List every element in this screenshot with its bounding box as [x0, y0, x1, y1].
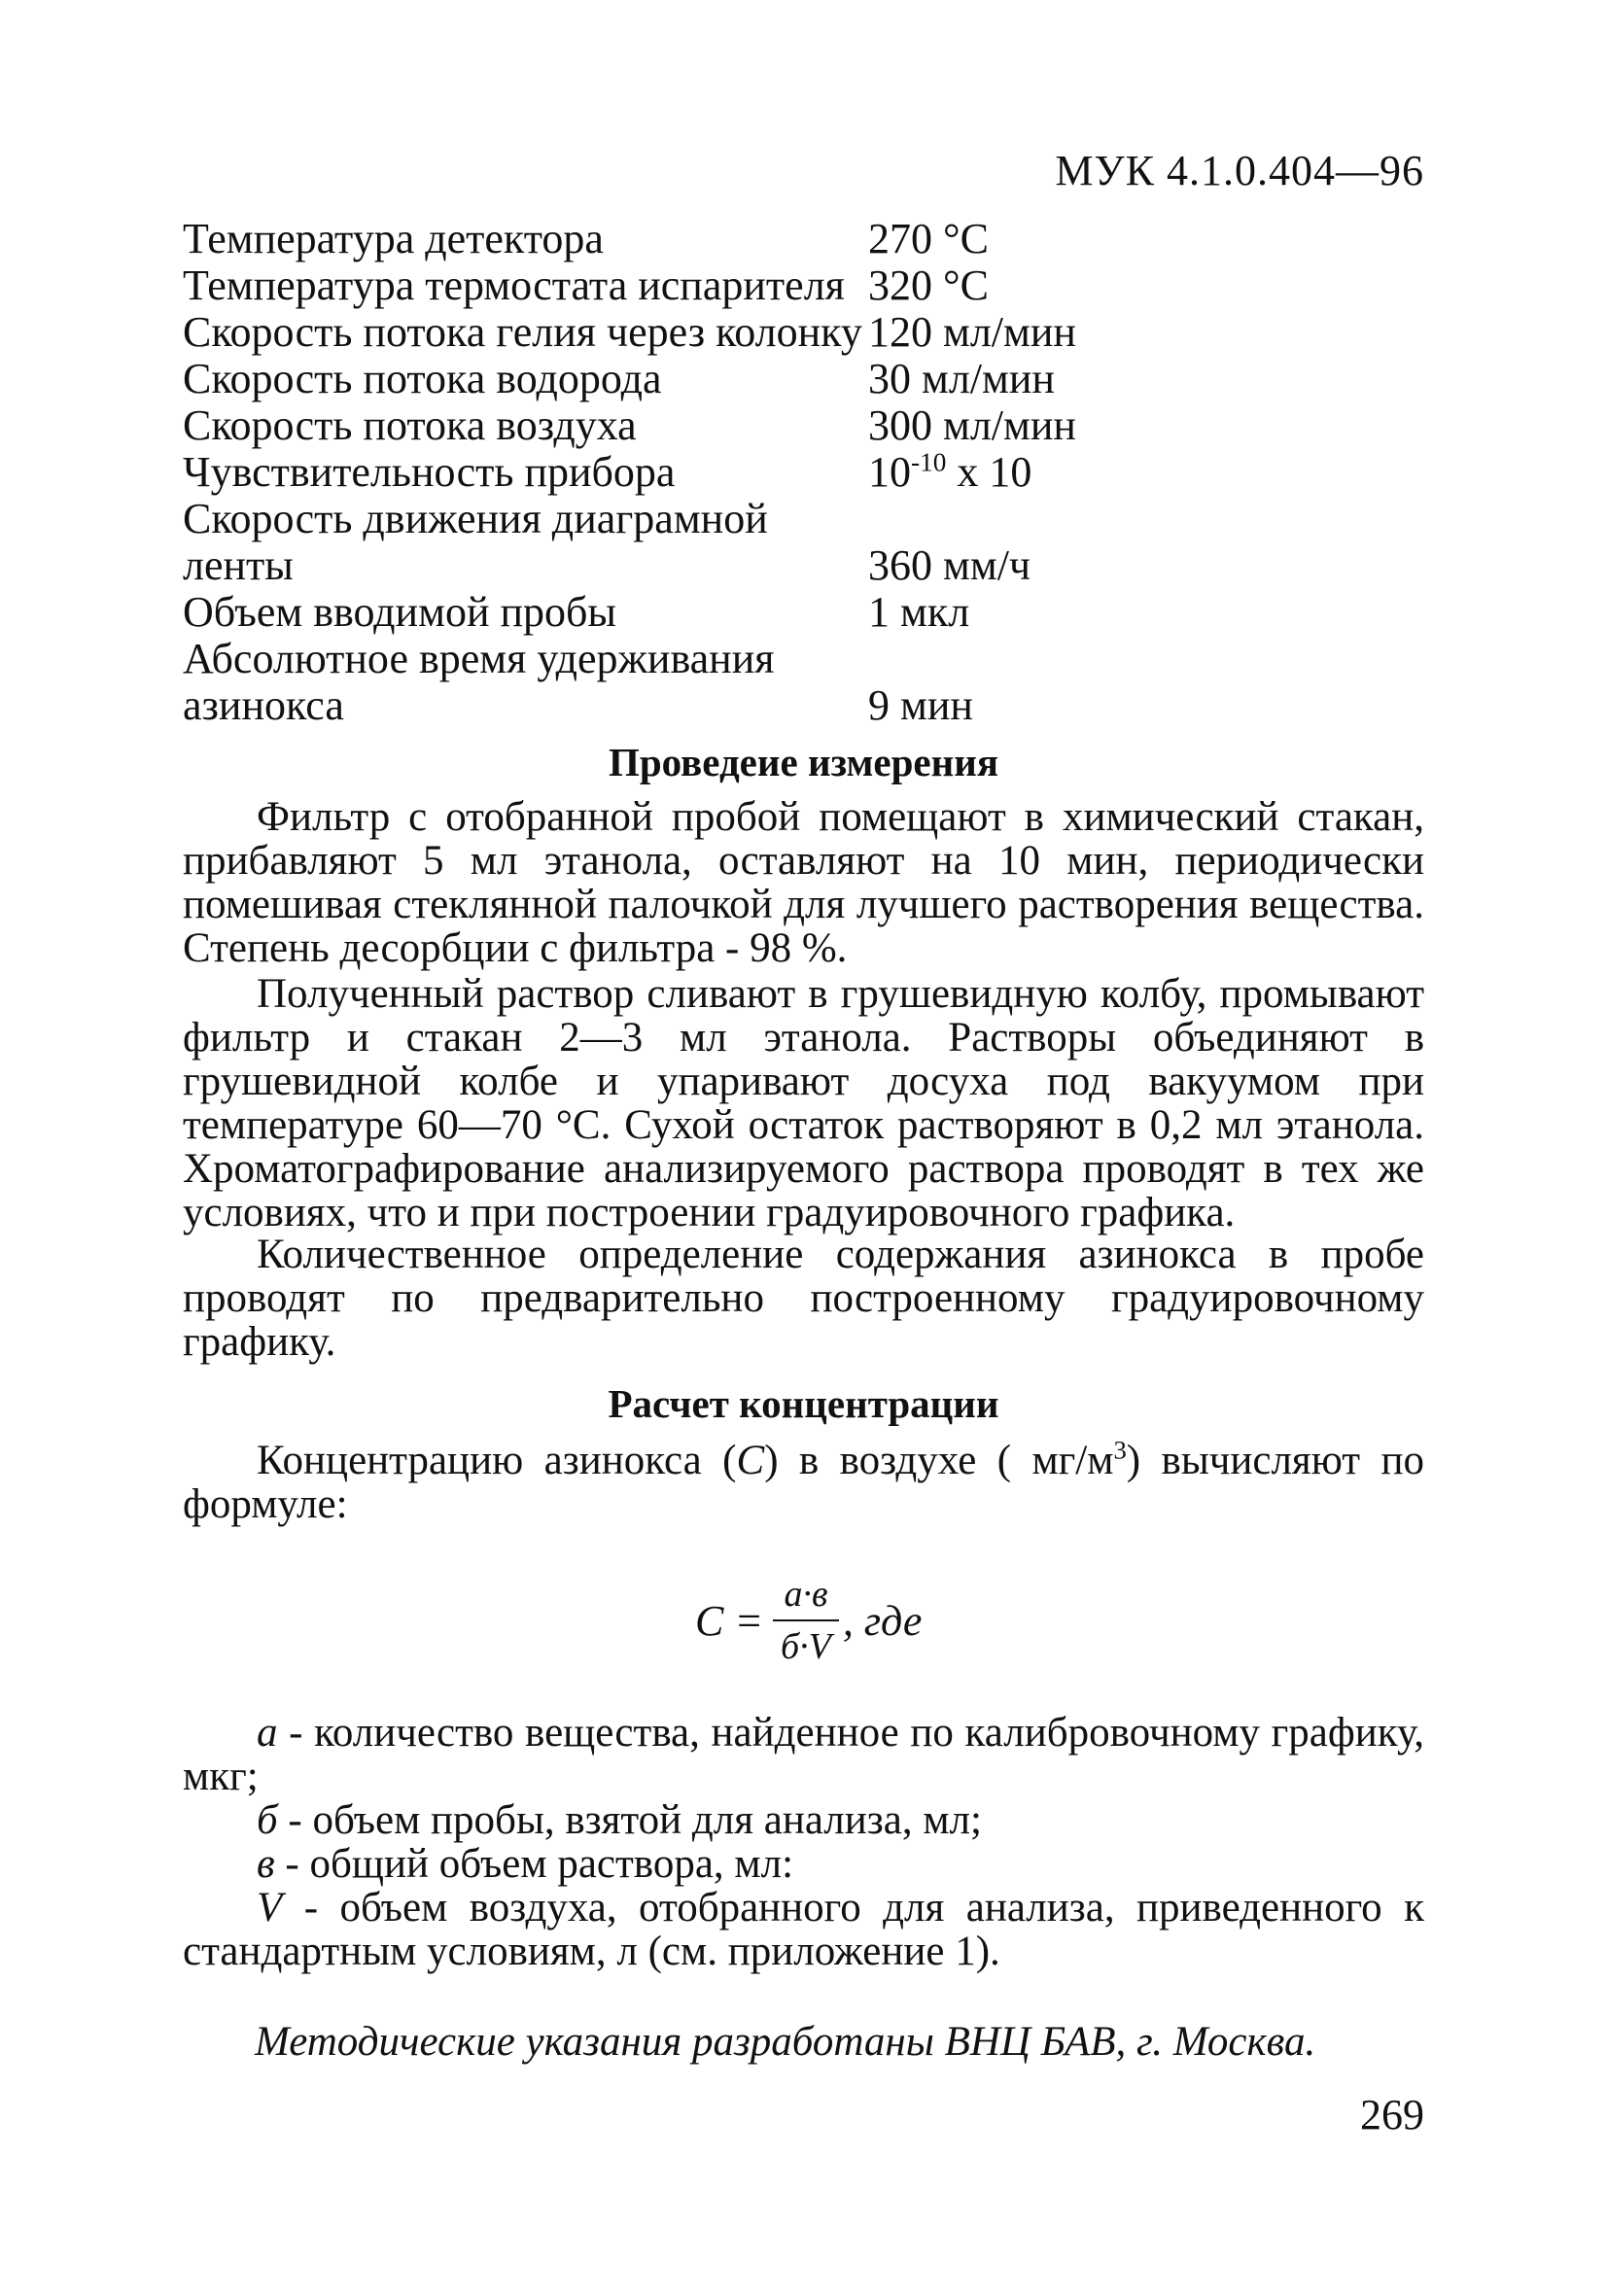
definition-text: - общий объем раствора, мл: [274, 1841, 794, 1887]
formula-intro [183, 1435, 1424, 1527]
intro-text: ) в воздухе ( мг/м [764, 1438, 1114, 1483]
formula-denominator: б·V [773, 1619, 839, 1668]
param-row [183, 262, 1155, 309]
param-value: 270 °С [868, 215, 989, 262]
param-value: 120 мл/мин [868, 308, 1076, 356]
param-label [183, 496, 868, 589]
param-row [183, 402, 1155, 449]
param-value: 360 мм/ч [868, 541, 1031, 589]
formula-suffix: , где [842, 1596, 923, 1645]
unit-exponent: 3 [1113, 1435, 1127, 1465]
param-value: 300 мл/мин [868, 401, 1076, 449]
parameter-table [183, 216, 1155, 729]
section-heading-measurement: Проведеие измерения [608, 740, 999, 784]
param-label-line: Скорость движения диаграмной [183, 495, 768, 542]
formula-fraction [773, 1573, 839, 1668]
paragraph: Полученный раствор сливают в грушевидную колбу, промывают фильтр и стакан 2—3 мл этанола. Растворы объединяют в грушевидной колбе и упаривают досуха под вакуумом при температуре 60—70 °С. Сухой остаток растворяют в 0,2 мл этанола. Хроматографирование анализируемого раствора проводят в тех же условиях, что и при построении градуировочного графика. [183, 971, 1424, 1235]
param-label-line: Абсолютное время удерживания [183, 635, 775, 682]
param-label: Температура детектора [183, 215, 604, 262]
definition-item [183, 1886, 1424, 1973]
param-value: 320 °С [868, 261, 989, 309]
formula [695, 1573, 922, 1668]
param-value: 1 мкл [868, 588, 970, 636]
variable-definitions [183, 1711, 1424, 1973]
param-row [183, 496, 1155, 589]
param-row [183, 216, 1155, 262]
value-base: 10 [868, 448, 911, 496]
param-label: Объем вводимой пробы [183, 588, 616, 636]
intro-text: ) вычисляют по формуле: [183, 1438, 1424, 1527]
document-id: МУК 4.1.0.404—96 [1055, 147, 1424, 194]
param-value [868, 449, 1155, 496]
definition-item [183, 1842, 1424, 1886]
value-tail: х 10 [946, 448, 1032, 496]
param-row [183, 449, 1155, 496]
param-value: 30 мл/мин [868, 355, 1055, 402]
param-row [183, 309, 1155, 356]
intro-text: Концентрацию азинокса ( [257, 1438, 737, 1483]
paragraph: Количественное определение содержания азинокса в пробе проводят по предварительно построенному градуировочному графику. [183, 1232, 1424, 1365]
definition-text: - количество вещества, найденное по калибровочному графику, мкг; [183, 1710, 1424, 1799]
formula-numerator: а·в [784, 1574, 828, 1615]
param-label: Скорость потока водорода [183, 355, 662, 402]
formula-lhs: С = [695, 1596, 764, 1645]
param-label: Скорость потока воздуха [183, 401, 637, 449]
page-number: 269 [1360, 2091, 1424, 2139]
definition-symbol: в [257, 1841, 275, 1887]
param-row [183, 356, 1155, 402]
param-label [183, 636, 868, 729]
param-label-line: ленты [183, 541, 294, 589]
definition-symbol: а [257, 1710, 278, 1756]
param-row [183, 589, 1155, 636]
param-row [183, 636, 1155, 729]
param-label-line: азинокса [183, 681, 344, 729]
footer-note: Методические указания разработаны ВНЦ БАВ, г. Москва. [255, 2019, 1316, 2065]
paragraph: Фильтр с отобранной пробой помещают в химический стакан, прибавляют 5 мл этанола, оставляют на 10 мин, периодически помешивая стеклянной палочкой для лучшего растворения вещества. Степень десорбции с фильтра - 98 %. [183, 794, 1424, 971]
param-label: Чувствительность прибора [183, 448, 676, 496]
symbol-c: С [736, 1438, 765, 1483]
definition-item [183, 1798, 1424, 1842]
definition-text: - объем воздуха, отобранного для анализа, приведенного к стандартным условиям, л (см. приложение 1). [183, 1885, 1424, 1974]
definition-symbol: б [257, 1797, 278, 1843]
value-exponent: -10 [911, 447, 947, 477]
section-heading-calculation: Расчет концентрации [608, 1381, 999, 1426]
param-value: 9 мин [868, 681, 973, 729]
definition-text: - объем пробы, взятой для анализа, мл; [277, 1797, 982, 1843]
definition-symbol: V [257, 1885, 283, 1931]
param-label: Температура термостата испарителя [183, 261, 845, 309]
definition-item [183, 1711, 1424, 1798]
param-label: Скорость потока гелия через колонку [183, 308, 862, 356]
